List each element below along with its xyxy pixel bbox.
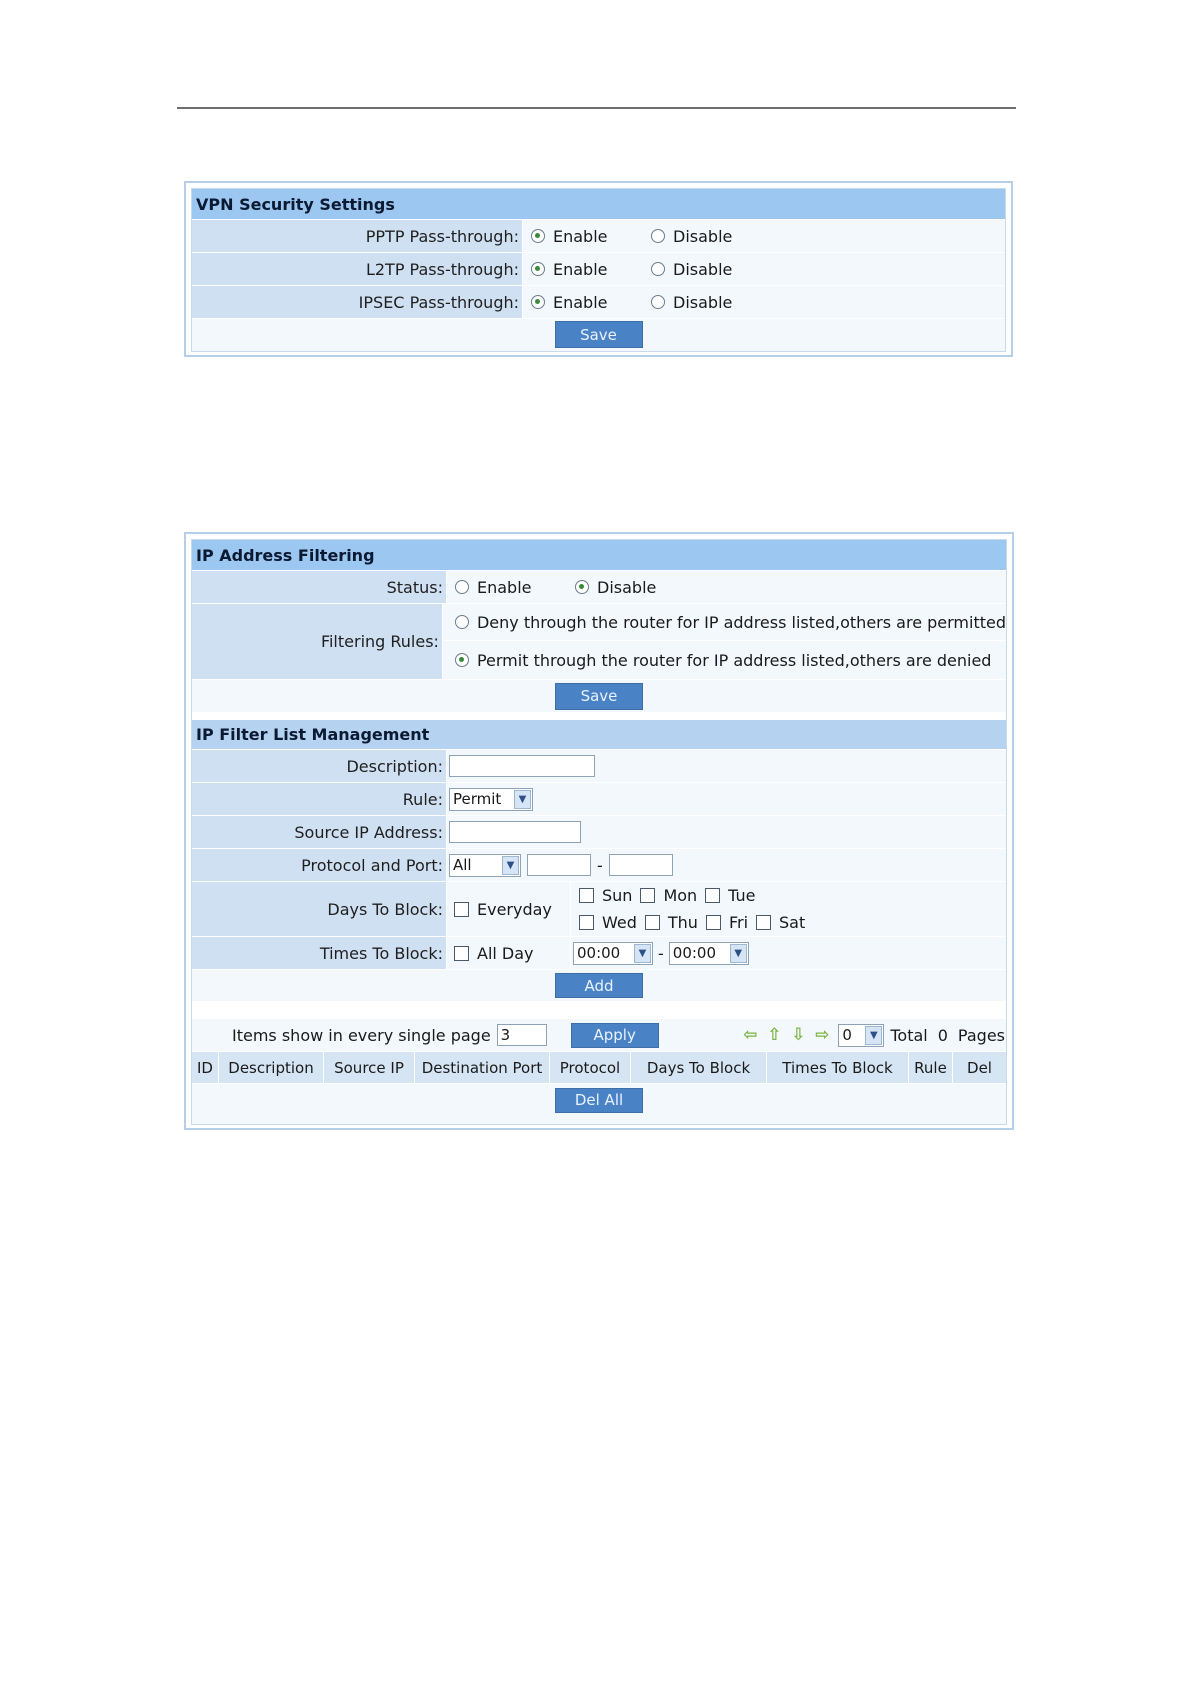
day-wed-checkbox[interactable] [579, 915, 594, 930]
total-label: Total [890, 1025, 928, 1045]
rule-permit-row [443, 641, 1006, 679]
ipsec-disable-radio[interactable] [651, 295, 665, 309]
day-fri-text: Fri [728, 913, 749, 932]
everyday-checkbox[interactable] [454, 902, 469, 917]
allday-text: All Day [477, 943, 534, 963]
port-start-input[interactable] [527, 854, 591, 876]
day-tue-text: Tue [728, 886, 756, 905]
col-rule: Rule [909, 1052, 953, 1083]
items-per-page-input[interactable]: 3 [497, 1024, 547, 1046]
ipsec-options [523, 286, 1005, 318]
l2tp-enable-radio[interactable] [531, 262, 545, 276]
time-start-value: 00:00 [577, 944, 621, 962]
pagination-row [192, 1019, 1006, 1052]
days-grid [571, 882, 1006, 936]
pages-label: Pages [957, 1025, 1005, 1045]
status-options [447, 571, 1006, 603]
page-top-rule [177, 107, 1016, 109]
ipsec-enable-option[interactable] [531, 293, 651, 312]
l2tp-disable-radio[interactable] [651, 262, 665, 276]
pptp-enable-radio[interactable] [531, 229, 545, 243]
items-per-page-label: Items show in every single page [232, 1025, 491, 1045]
description-cell [447, 750, 1006, 782]
day-wed-option[interactable] [579, 913, 637, 932]
time-start-select[interactable] [573, 942, 653, 965]
rule-deny-radio[interactable] [455, 615, 469, 629]
l2tp-options [523, 253, 1005, 285]
time-separator: - [658, 943, 664, 963]
status-label: Status: [192, 571, 447, 603]
first-page-icon[interactable]: ⇦ [743, 1025, 758, 1045]
day-sat-text: Sat [779, 913, 806, 932]
total-value: 0 [937, 1025, 948, 1045]
days-block-label: Days To Block: [192, 882, 447, 936]
ipf-save-button[interactable]: Save [555, 683, 643, 710]
rule-select-value: Permit [453, 790, 502, 808]
source-ip-row [192, 816, 1006, 849]
everyday-option[interactable] [454, 900, 552, 919]
rule-deny-text: Deny through the router for IP address listed,others are permitted [476, 612, 1006, 632]
time-end-arrow-icon[interactable]: ▼ [730, 944, 747, 963]
status-enable-text: Enable [477, 577, 532, 597]
times-block-label: Times To Block: [192, 937, 447, 969]
time-start-arrow-icon[interactable]: ▼ [634, 944, 651, 963]
status-disable-text: Disable [597, 577, 657, 597]
col-del: Del [953, 1052, 1006, 1083]
rule-select[interactable] [449, 788, 533, 811]
time-end-select[interactable] [669, 942, 749, 965]
pptp-disable-text: Disable [673, 226, 733, 246]
col-times-to-block: Times To Block [767, 1052, 909, 1083]
day-thu-option[interactable] [645, 913, 698, 932]
protocol-select-value: All [453, 856, 472, 874]
vpn-save-row [192, 319, 1005, 350]
filtering-rules-row [192, 604, 1006, 680]
day-wed-text: Wed [602, 913, 637, 932]
protocol-port-label: Protocol and Port: [192, 849, 447, 881]
times-block-row [192, 937, 1006, 970]
status-disable-option[interactable] [575, 578, 656, 597]
rule-permit-option[interactable] [455, 651, 992, 670]
ipsec-row [192, 286, 1005, 319]
everyday-cell [447, 882, 571, 936]
allday-option[interactable] [454, 944, 534, 963]
col-description: Description [219, 1052, 324, 1083]
status-row [192, 571, 1006, 604]
ipsec-disable-option[interactable] [651, 293, 732, 312]
list-gap [192, 1002, 1006, 1019]
day-sun-checkbox[interactable] [579, 888, 594, 903]
rule-deny-row [443, 604, 1006, 641]
section-gap [192, 713, 1006, 720]
pptp-row [192, 220, 1005, 253]
vpn-save-button[interactable]: Save [555, 321, 643, 348]
allday-cell [447, 937, 571, 969]
protocol-port-row [192, 849, 1006, 882]
day-fri-option[interactable] [706, 913, 748, 932]
pptp-enable-text: Enable [553, 226, 608, 246]
day-thu-checkbox[interactable] [645, 915, 660, 930]
description-label: Description: [192, 750, 447, 782]
del-all-button[interactable]: Del All [555, 1088, 643, 1113]
port-separator: - [597, 855, 603, 875]
day-sun-option[interactable] [579, 886, 632, 905]
ipsec-enable-radio[interactable] [531, 295, 545, 309]
l2tp-disable-option[interactable] [651, 260, 732, 279]
status-enable-radio[interactable] [455, 580, 469, 594]
vpn-security-table [191, 188, 1006, 352]
description-input[interactable] [449, 755, 595, 777]
last-page-icon[interactable]: ⇨ [815, 1025, 830, 1045]
l2tp-enable-option[interactable] [531, 260, 651, 279]
col-protocol: Protocol [550, 1052, 631, 1083]
protocol-select-arrow-icon[interactable]: ▼ [502, 856, 519, 875]
source-ip-input[interactable] [449, 821, 581, 843]
days-block-row [192, 882, 1006, 937]
source-ip-label: Source IP Address: [192, 816, 447, 848]
day-fri-checkbox[interactable] [706, 915, 721, 930]
filter-list-title: IP Filter List Management [192, 720, 1006, 750]
day-mon-option[interactable] [640, 886, 697, 905]
filter-table-header [192, 1052, 1006, 1084]
days-line-1 [579, 886, 1006, 905]
rule-permit-text: Permit through the router for IP address listed,others are denied [476, 650, 992, 670]
status-disable-radio[interactable] [575, 580, 589, 594]
allday-checkbox[interactable] [454, 946, 469, 961]
vpn-security-title: VPN Security Settings [192, 189, 1005, 220]
time-end-value: 00:00 [672, 944, 717, 962]
page-select-value: 0 [842, 1026, 852, 1044]
vpn-security-panel [184, 181, 1013, 357]
previous-page-icon[interactable]: ⇧ [767, 1025, 782, 1045]
apply-button[interactable]: Apply [571, 1023, 659, 1048]
pptp-label: PPTP Pass-through: [192, 220, 523, 252]
add-row [192, 970, 1006, 1002]
col-id: ID [192, 1052, 219, 1083]
day-mon-text: Mon [663, 886, 698, 905]
filtering-rules-options [443, 604, 1006, 679]
rule-cell [447, 783, 1006, 815]
l2tp-enable-text: Enable [553, 259, 608, 279]
col-days-to-block: Days To Block [631, 1052, 767, 1083]
ipsec-label: IPSEC Pass-through: [192, 286, 523, 318]
rule-label: Rule: [192, 783, 447, 815]
page-select-arrow-icon[interactable]: ▼ [865, 1026, 882, 1045]
col-destination-port: Destination Port [415, 1052, 550, 1083]
pptp-enable-option[interactable] [531, 227, 651, 246]
ipsec-disable-text: Disable [673, 292, 733, 312]
l2tp-disable-text: Disable [673, 259, 733, 279]
ip-filtering-panel [184, 532, 1014, 1130]
col-source-ip: Source IP [324, 1052, 415, 1083]
l2tp-label: L2TP Pass-through: [192, 253, 523, 285]
rule-row [192, 783, 1006, 816]
pptp-options [523, 220, 1005, 252]
page-select[interactable] [838, 1024, 884, 1047]
del-all-row [192, 1084, 1006, 1116]
pptp-disable-option[interactable] [651, 227, 732, 246]
rule-permit-radio[interactable] [455, 653, 469, 667]
l2tp-row [192, 253, 1005, 286]
ip-filtering-title: IP Address Filtering [192, 540, 1006, 571]
ip-filtering-table [191, 539, 1007, 1125]
day-mon-checkbox[interactable] [640, 888, 655, 903]
protocol-port-cell [447, 849, 1006, 881]
days-line-2 [579, 913, 1006, 932]
day-tue-checkbox[interactable] [705, 888, 720, 903]
pptp-disable-radio[interactable] [651, 229, 665, 243]
day-sat-checkbox[interactable] [756, 915, 771, 930]
ipsec-enable-text: Enable [553, 292, 608, 312]
ipf-save-row [192, 680, 1006, 713]
port-end-input[interactable] [609, 854, 673, 876]
add-button[interactable]: Add [555, 973, 643, 998]
source-ip-cell [447, 816, 1006, 848]
everyday-text: Everyday [477, 899, 552, 919]
description-row [192, 750, 1006, 783]
next-page-icon[interactable]: ⇩ [791, 1025, 806, 1045]
day-thu-text: Thu [667, 913, 698, 932]
rule-deny-option[interactable] [455, 613, 1006, 632]
day-sat-option[interactable] [756, 913, 805, 932]
day-sun-text: Sun [602, 886, 633, 905]
status-enable-option[interactable] [455, 578, 575, 597]
rule-select-arrow-icon[interactable]: ▼ [514, 790, 531, 809]
day-tue-option[interactable] [705, 886, 755, 905]
protocol-select[interactable] [449, 854, 521, 877]
filtering-rules-label: Filtering Rules: [192, 604, 443, 679]
time-range-cell [571, 937, 1006, 969]
